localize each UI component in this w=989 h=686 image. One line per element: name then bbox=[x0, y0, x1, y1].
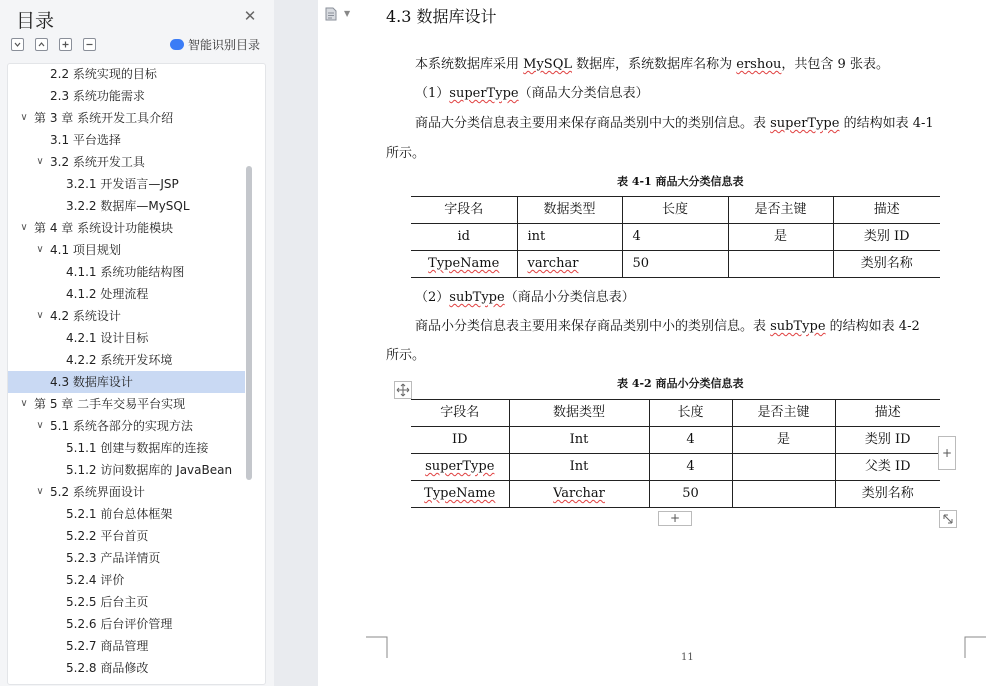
table-header-cell[interactable]: 数据类型 bbox=[509, 400, 649, 427]
table-cell[interactable]: 4 bbox=[622, 224, 728, 251]
table-cell[interactable] bbox=[732, 454, 835, 481]
toc-item-label: 5.2.1 前台总体框架 bbox=[66, 507, 173, 521]
subheading-subtype: （2）subType（商品小分类信息表） bbox=[415, 290, 635, 305]
table-cell[interactable]: id bbox=[411, 224, 517, 251]
table-cell[interactable]: 父类 ID bbox=[835, 454, 940, 481]
toc-item-label: 第 3 章 系统开发工具介绍 bbox=[34, 111, 174, 125]
toc-panel bbox=[0, 0, 274, 686]
toc-item[interactable] bbox=[8, 481, 245, 503]
toc-item[interactable] bbox=[8, 569, 245, 591]
toc-item[interactable] bbox=[8, 63, 245, 85]
toc-item-label: 2.2 系统实现的目标 bbox=[50, 67, 157, 81]
table-row bbox=[411, 224, 940, 251]
add-heading-icon[interactable] bbox=[59, 38, 72, 51]
table-cell[interactable]: 是 bbox=[732, 427, 835, 454]
table-header-cell[interactable]: 是否主键 bbox=[732, 400, 835, 427]
chevron-down-icon[interactable]: ∨ bbox=[20, 398, 28, 409]
toc-item-label: 4.2 系统设计 bbox=[50, 309, 121, 323]
table-header-row bbox=[411, 197, 940, 224]
paragraph-intro: 本系统数据库采用 MySQL 数据库，系统数据库名称为 ershou，共包含 9 张表。 bbox=[415, 57, 889, 72]
toc-item[interactable] bbox=[8, 459, 245, 481]
table-subtype[interactable] bbox=[411, 399, 940, 508]
add-column-button[interactable]: + bbox=[938, 436, 956, 470]
table-cell[interactable]: 50 bbox=[649, 481, 732, 508]
toc-list bbox=[7, 63, 266, 685]
toc-item[interactable] bbox=[8, 305, 245, 327]
collapse-all-icon[interactable] bbox=[35, 38, 48, 51]
table-cell[interactable]: ID bbox=[411, 427, 509, 454]
toc-item[interactable] bbox=[8, 393, 245, 415]
table-cell[interactable]: 4 bbox=[649, 427, 732, 454]
table-move-handle[interactable] bbox=[394, 381, 412, 399]
document-page bbox=[318, 0, 989, 686]
toc-item-label: 第 4 章 系统设计功能模块 bbox=[34, 221, 174, 235]
toc-item-label: 5.1.1 创建与数据库的连接 bbox=[66, 441, 209, 455]
toc-item[interactable] bbox=[8, 85, 245, 107]
toc-item[interactable] bbox=[8, 525, 245, 547]
chevron-down-icon[interactable]: ∨ bbox=[36, 244, 44, 255]
chevron-down-icon[interactable]: ∨ bbox=[36, 486, 44, 497]
table-cell[interactable]: superType bbox=[411, 454, 509, 481]
toc-item-label: 5.2.2 平台首页 bbox=[66, 529, 149, 543]
toc-item-label: 5.2.8 商品修改 bbox=[66, 661, 149, 675]
table-header-cell[interactable]: 是否主键 bbox=[728, 197, 833, 224]
toc-item-label: 3.2.2 数据库—MySQL bbox=[66, 199, 190, 213]
table-row bbox=[411, 251, 940, 278]
expand-all-icon[interactable] bbox=[11, 38, 24, 51]
toc-item[interactable] bbox=[8, 349, 245, 371]
paragraph-subtype: 商品小分类信息表主要用来保存商品类别中小的类别信息。表 subType 的结构如表 4-2 bbox=[415, 319, 920, 334]
table-cell[interactable]: Int bbox=[509, 427, 649, 454]
toc-item[interactable] bbox=[8, 613, 245, 635]
toc-item[interactable] bbox=[8, 283, 245, 305]
chevron-down-icon[interactable]: ∨ bbox=[20, 112, 28, 123]
toc-item-label: 2.3 系统功能需求 bbox=[50, 89, 145, 103]
toc-item[interactable] bbox=[8, 437, 245, 459]
toc-item-label: 5.2 系统界面设计 bbox=[50, 485, 145, 499]
table-cell[interactable] bbox=[732, 481, 835, 508]
table-cell[interactable]: int bbox=[517, 224, 622, 251]
toc-item[interactable] bbox=[8, 107, 245, 129]
toc-item[interactable] bbox=[8, 261, 245, 283]
table-cell[interactable]: 50 bbox=[622, 251, 728, 278]
chevron-down-icon[interactable]: ∨ bbox=[36, 156, 44, 167]
table-cell[interactable]: varchar bbox=[517, 251, 622, 278]
toc-item[interactable] bbox=[8, 195, 245, 217]
smart-toc-button[interactable] bbox=[170, 36, 260, 54]
table-row bbox=[411, 454, 940, 481]
table-resize-handle[interactable] bbox=[939, 510, 957, 528]
table-cell[interactable]: 是 bbox=[728, 224, 833, 251]
toc-item-label: 5.2.3 产品详情页 bbox=[66, 551, 161, 565]
table-header-cell[interactable]: 字段名 bbox=[411, 400, 509, 427]
paragraph-subtype-end: 所示。 bbox=[386, 348, 426, 363]
table-header-cell[interactable]: 描述 bbox=[833, 197, 940, 224]
resize-icon bbox=[940, 511, 956, 527]
toc-item[interactable] bbox=[8, 547, 245, 569]
paragraph-supertype-end: 所示。 bbox=[386, 146, 426, 161]
table-row bbox=[411, 427, 940, 454]
toc-item-label: 4.2.1 设计目标 bbox=[66, 331, 149, 345]
table-supertype[interactable] bbox=[411, 196, 940, 278]
toc-item-label: 3.2 系统开发工具 bbox=[50, 155, 145, 169]
chevron-down-icon[interactable]: ∨ bbox=[36, 310, 44, 321]
toc-item-label: 5.2.5 后台主页 bbox=[66, 595, 149, 609]
table-header-cell[interactable]: 长度 bbox=[622, 197, 728, 224]
table-row bbox=[411, 481, 940, 508]
toc-item-label: 4.1.1 系统功能结构图 bbox=[66, 265, 185, 279]
toc-item-label: 5.2.6 后台评价管理 bbox=[66, 617, 173, 631]
table-cell[interactable]: 类别名称 bbox=[835, 481, 940, 508]
table-header-row bbox=[411, 400, 940, 427]
table-cell[interactable]: TypeName bbox=[411, 251, 517, 278]
paragraph-supertype: 商品大分类信息表主要用来保存商品类别中大的类别信息。表 superType 的结构如表 4-1 bbox=[415, 116, 934, 131]
subheading-supertype: （1）superType（商品大分类信息表） bbox=[415, 86, 649, 101]
toc-item-label: 5.1 系统各部分的实现方法 bbox=[50, 419, 193, 433]
toc-item-label: 4.3 数据库设计 bbox=[50, 375, 133, 389]
toc-item-label: 第 5 章 二手车交易平台实现 bbox=[34, 397, 186, 411]
toc-item[interactable] bbox=[8, 591, 245, 613]
table-cell[interactable]: 类别 ID bbox=[835, 427, 940, 454]
document-icon[interactable] bbox=[325, 7, 337, 21]
toc-item-label: 5.1.2 访问数据库的 JavaBean bbox=[66, 463, 233, 477]
chevron-down-icon[interactable]: ▼ bbox=[344, 9, 351, 18]
toc-title: 目录 bbox=[16, 10, 55, 32]
table-caption-4-2: 表 4-2 商品小分类信息表 bbox=[617, 377, 744, 390]
table-header-cell[interactable]: 字段名 bbox=[411, 197, 517, 224]
toc-item[interactable] bbox=[8, 239, 245, 261]
toc-item[interactable] bbox=[8, 129, 245, 151]
toc-item-label: 5.2.7 商品管理 bbox=[66, 639, 149, 653]
chevron-down-icon[interactable]: ∨ bbox=[20, 222, 28, 233]
toc-item[interactable] bbox=[8, 503, 245, 525]
table-cell[interactable]: Int bbox=[509, 454, 649, 481]
table-cell[interactable]: 类别名称 bbox=[833, 251, 940, 278]
move-icon bbox=[395, 382, 411, 398]
page-number: 11 bbox=[681, 652, 694, 663]
chevron-down-icon[interactable]: ∨ bbox=[36, 420, 44, 431]
table-header-cell[interactable]: 描述 bbox=[835, 400, 940, 427]
table-cell[interactable]: 类别 ID bbox=[833, 224, 940, 251]
toc-scrollbar[interactable] bbox=[246, 166, 252, 480]
smart-toc-label: 智能识别目录 bbox=[188, 38, 261, 52]
section-heading: 4.3 数据库设计 bbox=[386, 7, 497, 26]
toc-item-label: 4.2.2 系统开发环境 bbox=[66, 353, 173, 367]
toc-item[interactable] bbox=[8, 173, 245, 195]
table-header-cell[interactable]: 数据类型 bbox=[517, 197, 622, 224]
ai-icon bbox=[170, 39, 184, 50]
toc-item-label: 4.1 项目规划 bbox=[50, 243, 121, 257]
table-cell[interactable]: Varchar bbox=[509, 481, 649, 508]
table-cell[interactable]: 4 bbox=[649, 454, 732, 481]
toc-item[interactable] bbox=[8, 327, 245, 349]
remove-heading-icon[interactable] bbox=[83, 38, 96, 51]
toc-item[interactable] bbox=[8, 151, 245, 173]
toc-item[interactable] bbox=[8, 635, 245, 657]
toc-item[interactable] bbox=[8, 415, 245, 437]
toc-item-label: 3.1 平台选择 bbox=[50, 133, 121, 147]
toc-item-label: 5.2.4 评价 bbox=[66, 573, 125, 587]
page-corner-mark-left bbox=[366, 636, 388, 658]
close-icon[interactable]: ✕ bbox=[243, 7, 257, 25]
table-caption-4-1: 表 4-1 商品大分类信息表 bbox=[617, 175, 744, 188]
toc-item[interactable] bbox=[8, 217, 245, 239]
add-row-button[interactable]: + bbox=[658, 511, 692, 526]
page-corner-mark-right bbox=[964, 636, 986, 658]
toc-item[interactable] bbox=[8, 371, 245, 393]
toc-item[interactable] bbox=[8, 657, 245, 679]
toc-item-label: 3.2.1 开发语言—JSP bbox=[66, 177, 179, 191]
table-cell[interactable]: TypeName bbox=[411, 481, 509, 508]
toc-item-label: 4.1.2 处理流程 bbox=[66, 287, 149, 301]
table-header-cell[interactable]: 长度 bbox=[649, 400, 732, 427]
table-cell[interactable] bbox=[728, 251, 833, 278]
